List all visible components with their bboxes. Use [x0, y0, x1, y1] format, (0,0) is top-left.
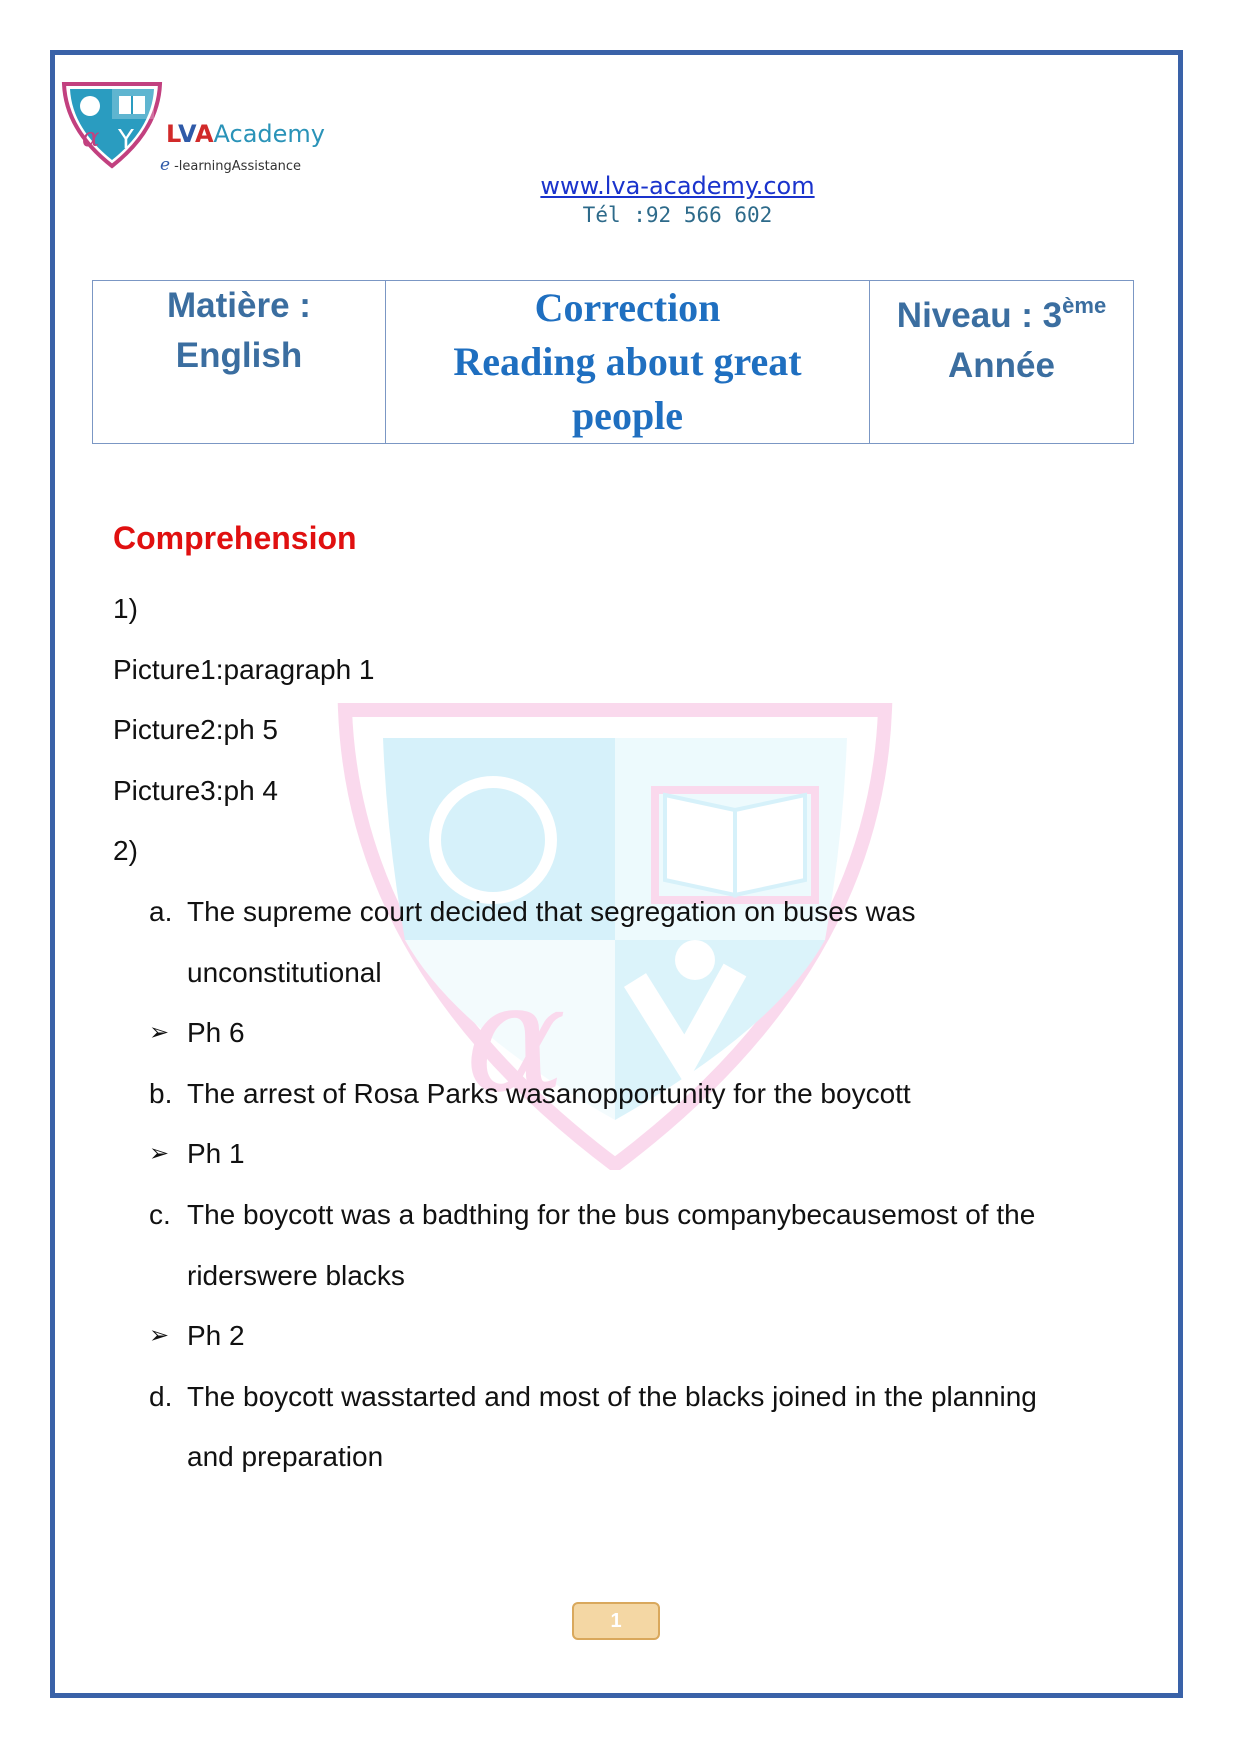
q2-item-a	[113, 882, 1133, 943]
shield-logo-icon	[58, 80, 166, 170]
item-text: The boycott wasstarted and most of the blacks joined in the planning	[187, 1380, 1037, 1412]
q2-item-a-continued: unconstitutional	[187, 956, 382, 988]
q2-item-a-ref	[113, 1003, 1133, 1064]
svg-text:Y: Y	[118, 125, 134, 155]
q2-item-c-continued: riderswere blacks	[187, 1259, 405, 1291]
level-value: Année	[948, 346, 1055, 385]
item-letter: d.	[149, 1380, 173, 1412]
title-cell	[386, 281, 870, 444]
page-number: 1	[572, 1602, 660, 1640]
level-label: Niveau : 3ème	[896, 293, 1107, 335]
title-line-1: Correction	[534, 285, 721, 330]
telephone: Tél :92 566 602	[582, 203, 773, 227]
section-title-comprehension: Comprehension	[113, 520, 357, 556]
q1-answer-1: Picture1:paragraph 1	[113, 653, 375, 685]
header-table	[92, 280, 1134, 444]
q2-item-b	[113, 1064, 1133, 1125]
item-ref: Ph 6	[187, 1017, 245, 1049]
subject-label: Matière :	[167, 286, 311, 325]
item-ref: Ph 2	[187, 1320, 245, 1352]
q2-item-d	[113, 1367, 1133, 1428]
item-ref: Ph 1	[187, 1138, 245, 1170]
q2-item-d-continued: and preparation	[187, 1441, 384, 1473]
arrow-bullet-icon: ➢	[149, 1140, 170, 1168]
subject-value: English	[175, 336, 303, 375]
item-text: The boycott was a badthing for the bus companybecausemost of the	[187, 1198, 1036, 1230]
arrow-bullet-icon: ➢	[149, 1019, 170, 1047]
question-2-label: 2)	[113, 835, 138, 867]
question-1-label: 1)	[113, 593, 138, 624]
level-cell	[870, 281, 1134, 444]
q2-item-c	[113, 1185, 1133, 1246]
q2-item-b-ref	[113, 1124, 1133, 1185]
brand-tagline: e -learningAssistance	[160, 155, 302, 175]
title-line-2: Reading about great	[453, 339, 802, 384]
svg-text:α: α	[82, 123, 100, 153]
item-letter: c.	[149, 1198, 171, 1230]
level-superscript: ème	[1062, 293, 1107, 318]
svg-text:α: α	[465, 952, 567, 1126]
item-letter: a.	[149, 895, 173, 927]
q1-answer-3: Picture3:ph 4	[113, 774, 278, 806]
arrow-bullet-icon: ➢	[149, 1322, 170, 1350]
item-letter: b.	[149, 1077, 173, 1109]
item-text: The arrest of Rosa Parks wasanopportunity for the boycott	[187, 1077, 911, 1109]
q1-answer-2: Picture2:ph 5	[113, 714, 278, 746]
brand-name: LVAAcademy	[166, 120, 326, 148]
q2-item-c-ref	[113, 1306, 1133, 1367]
website-link[interactable]: www.lva-academy.com	[540, 172, 815, 200]
subject-cell	[93, 281, 386, 444]
item-text: The supreme court decided that segregation on buses was	[187, 895, 916, 927]
title-line-3: people	[571, 393, 684, 438]
content	[113, 515, 1133, 1488]
